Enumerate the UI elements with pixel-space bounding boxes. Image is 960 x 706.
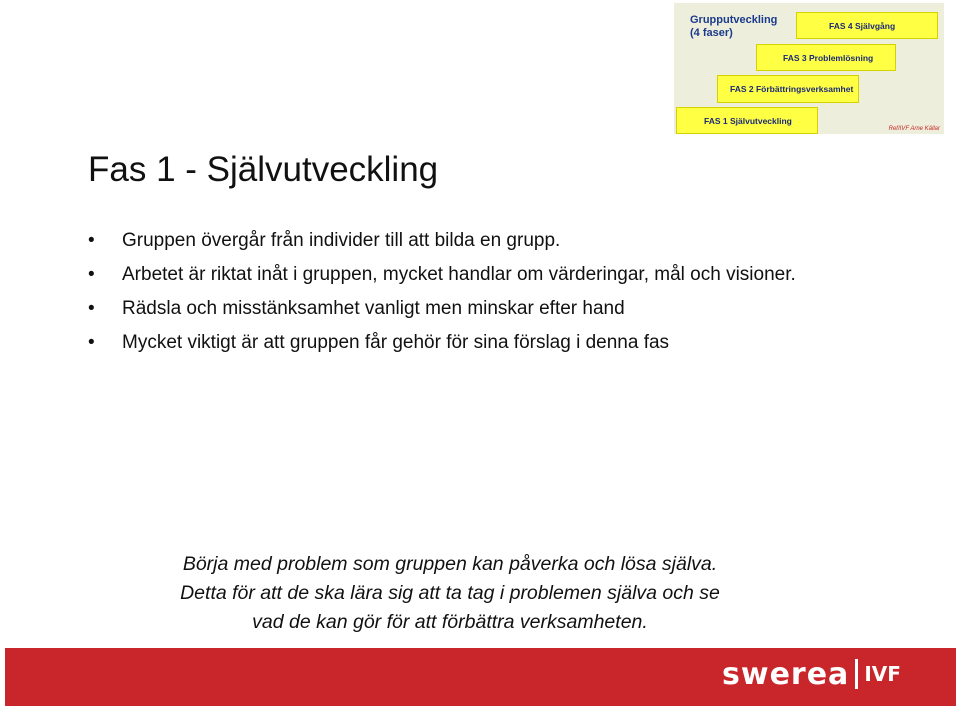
- phase-3-label: FAS 3 Problemlösning: [783, 52, 874, 63]
- bullet-text: Mycket viktigt är att gruppen får gehör för sina förslag i denna fas: [122, 332, 670, 353]
- phase-4-step: [796, 12, 938, 39]
- logo-divider: [855, 659, 858, 689]
- diagram-title: [690, 14, 777, 40]
- bullet-item: [88, 228, 888, 254]
- phase-2-label: FAS 2 Förbättringsverksamhet: [730, 84, 854, 94]
- bullet-icon: •: [88, 298, 95, 319]
- italic-note: [100, 550, 800, 637]
- diagram-title-line2: (4 faser): [690, 27, 733, 39]
- bullet-text: Arbetet är riktat inåt i gruppen, mycket handlar om värderingar, mål och visioner.: [122, 264, 796, 285]
- bullet-item: [88, 296, 888, 322]
- bullet-icon: •: [88, 264, 95, 285]
- slide-title: Fas 1 - Självutveckling: [88, 150, 439, 189]
- diagram-title-line1: Grupputveckling: [690, 14, 778, 26]
- diagram-signature: Ref/IVF Arne Källar: [888, 126, 940, 132]
- phase-2-step: [717, 75, 859, 103]
- bullet-icon: •: [88, 230, 95, 251]
- note-line: Detta för att de ska lära sig att ta tag i problemen själva och se: [180, 582, 720, 604]
- bullet-icon: •: [88, 332, 95, 353]
- phase-diagram: [674, 3, 944, 134]
- phase-4-label: FAS 4 Självgång: [829, 20, 896, 31]
- phase-1-label: FAS 1 Självutveckling: [704, 115, 792, 126]
- note-line: Börja med problem som gruppen kan påverka och lösa själva.: [182, 553, 718, 575]
- swerea-ivf-logo: [722, 654, 901, 694]
- phase-3-step: [756, 44, 896, 71]
- phase-1-step: [676, 107, 818, 134]
- bullet-list: [88, 228, 888, 364]
- bullet-item: [88, 330, 888, 356]
- logo-word: swerea: [722, 656, 850, 692]
- note-line: vad de kan gör för att förbättra verksamheten.: [252, 611, 648, 633]
- bullet-text: Gruppen övergår från individer till att bilda en grupp.: [122, 230, 561, 251]
- bullet-text: Rädsla och misstänksamhet vanligt men minskar efter hand: [122, 298, 625, 319]
- logo-suffix: IVF: [864, 662, 901, 686]
- bullet-item: [88, 262, 888, 288]
